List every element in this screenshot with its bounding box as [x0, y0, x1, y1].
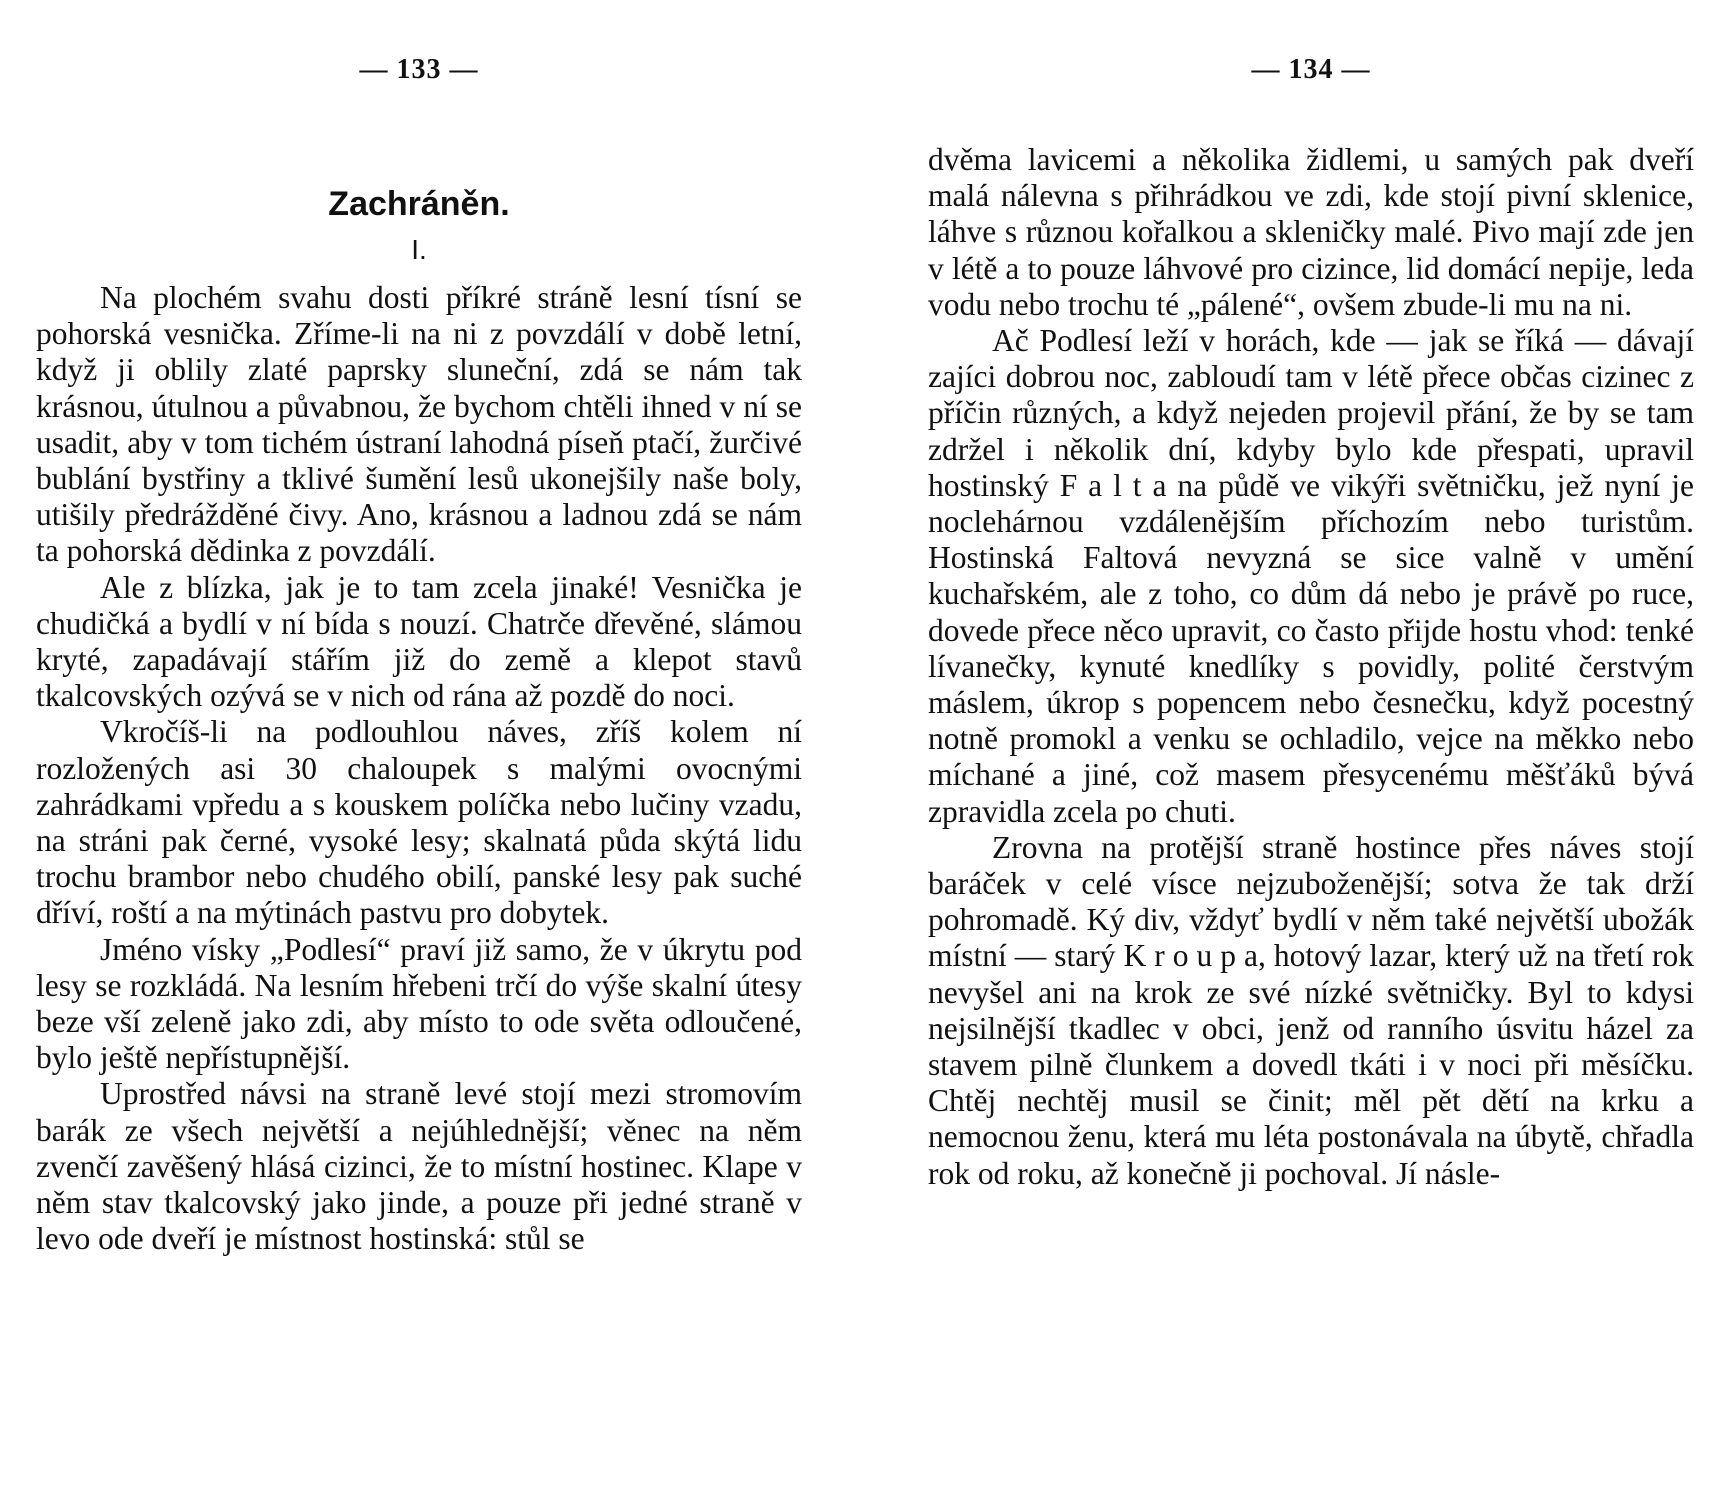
paragraph: Zrovna na protější straně hostince přes náves stojí baráček v celé vísce nejzuboženější; sotva že tak drží pohromadě. Ký div, vždyť bydlí v něm také největší ubožák místní — starý K r o u p a, hotový lazar, který už na třetí rok nevyšel ani na krok ze své nízké světničky. Byl to kdysi nejsilnější tkadlec v obci, jenž od ranního úsvitu házel za stavem pilně člunkem a dovedl tkáti i v noci při měsíčku. Chtěj nechtěj musil se činit; měl pět dětí na krku a nemocnou ženu, která mu léta postonávala na úbytě, chřadla rok od roku, až konečně ji pochoval. Jí násle-	[928, 829, 1694, 1191]
left-page	[36, 50, 802, 1257]
page-number: — 133 —	[359, 54, 479, 85]
body-text	[928, 142, 1694, 1192]
body-text	[36, 280, 802, 1257]
paragraph: Jméno vísky „Podlesí“ praví již samo, že v úkrytu pod lesy se rozkládá. Na lesním hřebeni trčí do výše skalní útesy beze vší zeleně jako zdi, aby místo to ode světa odloučené, bylo ještě nepřístupnější.	[36, 931, 802, 1076]
paragraph: dvěma lavicemi a několika židlemi, u samých pak dveří malá nálevna s přihrádkou ve zdi, kde stojí pivní sklenice, láhve s různou kořalkou a skleničky malé. Pivo mají zde jen v létě a to pouze láhvové pro cizince, lid domácí nepije, leda vodu nebo trochu té „pálené“, ovšem zbude-li mu na ni.	[928, 142, 1694, 322]
paragraph: Na plochém svahu dosti příkré stráně lesní tísní se pohorská vesnička. Zříme-li na ni z povzdálí v době letní, když ji oblily zlaté paprsky sluneční, zdá se nám tak krásnou, útulnou a půvabnou, že bychom chtěli ihned v ní se usadit, aby v tom tichém ústraní lahodná píseň ptačí, žurčivé bublání bystřiny a tklivé šumění lesů ukonejšily naše boly, utišily předrážděné čivy. Ano, krásnou a ladnou zdá se nám ta pohorská dědinka z povzdálí.	[36, 280, 802, 569]
paragraph: Ale z blízka, jak je to tam zcela jinaké! Vesnička je chudičká a bydlí v ní bída s nouzí. Chatrče dřevěné, slámou kryté, zapadávají stářím již do země a klepot stavů tkalcovských ozývá se v nich od rána až pozdě do noci.	[36, 569, 802, 714]
paragraph: Ač Podlesí leží v horách, kde — jak se říká — dávají zajíci dobrou noc, zabloudí tam v létě přece občas cizinec z příčin různých, a když nejeden projevil přání, že by se tam zdržel i několik dní, kdyby bylo kde přespati, upravil hostinský F a l t a na půdě ve vikýři světničku, jež nyní je noclehárnou vzdálenějším příchozím nebo turistům. Hostinská Faltová nevyzná se sice valně v umění kuchařském, ale z toho, co dům dá nebo je právě po ruce, dovede přece něco upravit, co často přijde hostu vhod: tenké lívanečky, kynuté knedlíky s povidly, polité čerstvým máslem, úkrop s popencem nebo česnečku, když pocestný notně promokl a venku se ochladilo, vejce na měkko nebo míchané a jiné, což masem přesycenému měšťáků bývá zpravidla zcela po chuti.	[928, 323, 1694, 829]
chapter-number: I.	[411, 234, 427, 265]
chapter-title: Zachráněn.	[328, 185, 510, 223]
paragraph: Uprostřed návsi na straně levé stojí mezi stromovím barák ze všech největší a nejúhlednější; věnec na něm zvenčí zavěšený hlásá cizinci, že to místní hostinec. Klape v něm stav tkalcovský jako jinde, a pouze při jedné straně v levo ode dveří je místnost hostinská: stůl se	[36, 1076, 802, 1257]
right-page	[928, 50, 1694, 1192]
page-number: — 134 —	[1251, 54, 1371, 85]
paragraph: Vkročíš-li na podlouhlou náves, zříš kolem ní rozložených asi 30 chaloupek s malými ovocnými zahrádkami vpředu a s kouskem políčka nebo lučiny vzadu, na stráni pak černé, vysoké lesy; skalnatá půda skýtá lidu trochu brambor nebo chudého obilí, panské lesy pak suché dříví, roští a na mýtinách pastvu pro dobytek.	[36, 714, 802, 931]
